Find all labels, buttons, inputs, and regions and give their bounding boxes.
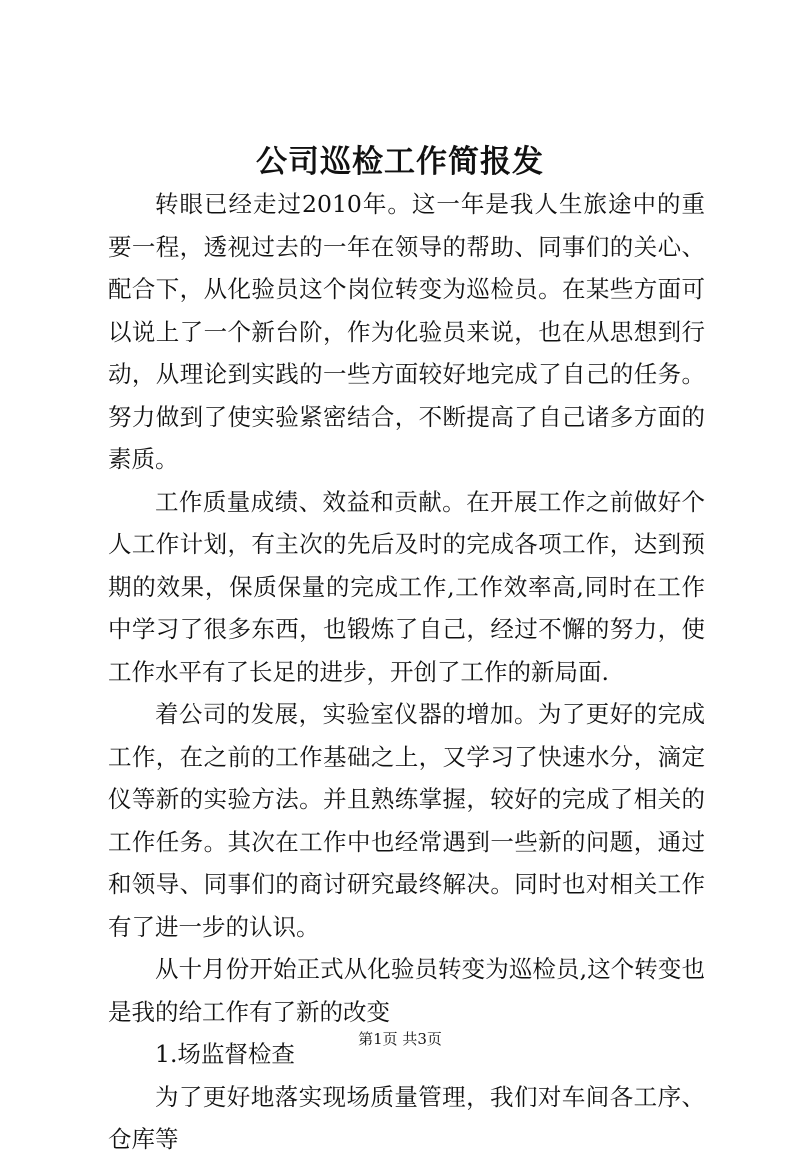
paragraph-1: 转眼已经走过2010年。这一年是我人生旅途中的重要一程，透视过去的一年在领导的帮助、同事们的关心、配合下，从化验员这个岗位转变为巡检员。在某些方面可以说上了一个新台阶，作为化验员来说，也在从思想到行动，从理论到实践的一些方面较好地完成了自己的任务。努力做到了使实验紧密结合，不断提高了自己诸多方面的素质。 <box>108 190 705 473</box>
paragraph-4: 从十月份开始正式从化验员转变为巡检员,这个转变也是我的给工作有了新的改变 <box>108 955 705 1026</box>
paragraph-3: 着公司的发展，实验室仪器的增加。为了更好的完成工作，在之前的工作基础之上，又学习了快速水分，滴定仪等新的实验方法。并且熟练掌握，较好的完成了相关的工作任务。其次在工作中也经常遇到一些新的问题，通过和领导、同事们的商讨研究最终解决。同时也对相关工作有了进一步的认识。 <box>108 700 705 941</box>
section-heading: 1.场监督检查 <box>155 1040 295 1068</box>
paragraph-2: 工作质量成绩、效益和贡献。在开展工作之前做好个人工作计划，有主次的先后及时的完成各项工作，达到预期的效果，保质保量的完成工作,工作效率高,同时在工作中学习了很多东西，也锻炼了自己，经过不懈的努力，使工作水平有了长足的进步，开创了工作的新局面. <box>108 487 705 686</box>
document-title: 公司巡检工作简报发 <box>256 144 544 180</box>
document-body <box>108 183 705 1161</box>
page-footer: 第1页 共3页 <box>358 1030 442 1048</box>
paragraph-5: 为了更好地落实现场质量管理，我们对车间各工序、仓库等 <box>108 1082 705 1153</box>
